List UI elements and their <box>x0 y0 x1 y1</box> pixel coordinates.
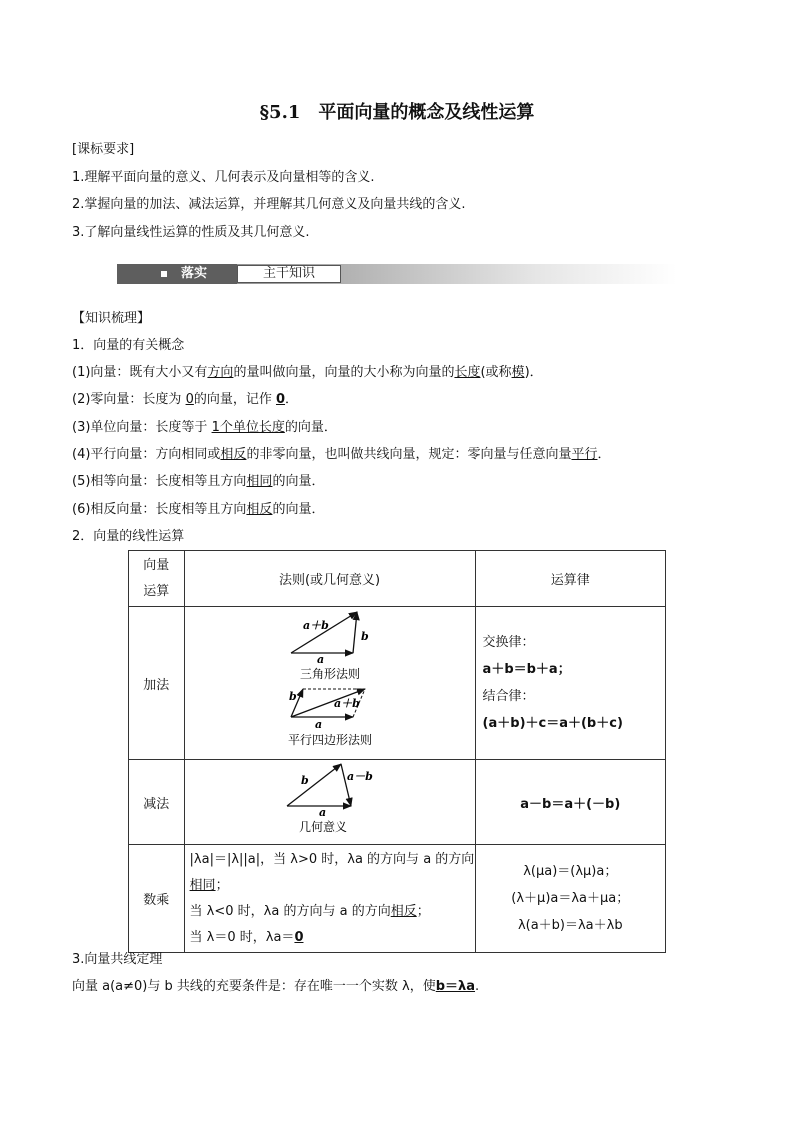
header-op: 向量 运算 <box>129 551 185 607</box>
addition-laws <box>475 607 665 760</box>
banner-right: 主干知识 <box>237 265 341 283</box>
requirement-item: 1.理解平面向量的意义、几何表示及向量相等的含义. <box>72 170 375 185</box>
label-a: a <box>318 806 326 819</box>
law-line: (λ＋μ)a＝λa＋μa； <box>511 891 630 906</box>
scalar-rule <box>184 845 475 953</box>
rule-line: 相同； <box>189 877 229 893</box>
theorem-line: 向量 a(a≠0)与 b 共线的充要条件是：存在唯一一个实数 λ，使b＝λa. <box>72 979 480 994</box>
banner-left-label: 落实 <box>181 266 208 281</box>
label-a: a <box>314 718 322 731</box>
table-row <box>129 607 666 760</box>
banner-left <box>117 264 237 284</box>
subtraction-diagram <box>185 760 475 840</box>
section-heading: 2．向量的线性运算 <box>72 529 185 544</box>
section-banner <box>117 264 677 284</box>
header-rule: 法则(或几何意义) <box>184 551 475 607</box>
label-a-plus-b: a＋b <box>302 619 329 632</box>
figure-caption: 三角形法则 <box>299 667 360 681</box>
label-a-plus-b: a＋b <box>333 697 360 710</box>
vector-b-arrow <box>353 612 357 653</box>
concept-line: (2)零向量：长度为 0的向量，记作 0． <box>72 392 299 407</box>
subtraction-figure <box>184 760 475 845</box>
op-name: 减法 <box>129 760 185 845</box>
addition-diagram <box>185 607 475 755</box>
vector-b-arrow <box>287 764 341 806</box>
op-name: 数乘 <box>129 845 185 953</box>
figure-caption: 平行四边形法则 <box>287 733 372 747</box>
law-line: 交换律： <box>482 635 535 650</box>
figure-caption: 几何意义 <box>298 820 347 834</box>
section-heading: 3.向量共线定理 <box>72 952 163 967</box>
rule-line: 当 λ＝0 时，λa＝0 <box>189 929 304 945</box>
law-line: (a＋b)＋c＝a＋(b＋c) <box>482 716 623 731</box>
concept-line: (5)相等向量：长度相等且方向相同的向量． <box>72 474 325 489</box>
law-line: λ(μa)＝(λμ)a； <box>523 864 618 879</box>
table-row <box>129 845 666 953</box>
linear-operations-table <box>128 550 666 953</box>
label-b: b <box>300 774 309 787</box>
knowledge-heading: 【知识梳理】 <box>72 311 151 326</box>
subtraction-law: a－b＝a＋(－b) <box>475 760 665 845</box>
concept-line: (4)平行向量：方向相同或相反的非零向量，也叫做共线向量，规定：零向量与任意向量平行． <box>72 447 611 462</box>
square-icon <box>161 271 167 277</box>
rule-line: 当 λ<0 时，λa 的方向与 a 的方向相反； <box>189 903 430 919</box>
header-law: 运算律 <box>475 551 665 607</box>
concept-line: (6)相反向量：长度相等且方向相反的向量． <box>72 502 325 517</box>
concept-line: (1)向量：既有大小又有方向的量叫做向量，向量的大小称为向量的长度(或称模)． <box>72 365 543 380</box>
requirements-heading: [课标要求] <box>72 142 135 157</box>
label-b: b <box>288 690 297 703</box>
law-line: a＋b＝b＋a； <box>482 662 571 677</box>
law-line: λ(a＋b)＝λa＋λb <box>517 918 623 933</box>
addition-figures <box>184 607 475 760</box>
table-header-row <box>129 551 666 607</box>
requirement-item: 3.了解向量线性运算的性质及其几何意义. <box>72 225 310 240</box>
label-a: a <box>316 653 324 666</box>
law-line: 结合律： <box>482 689 535 704</box>
op-name: 加法 <box>129 607 185 760</box>
concept-line: (3)单位向量：长度等于 1个单位长度的向量． <box>72 420 337 435</box>
section-heading: 1．向量的有关概念 <box>72 338 185 353</box>
requirement-item: 2.掌握向量的加法、减法运算，并理解其几何意义及向量共线的含义. <box>72 197 466 212</box>
table-row <box>129 760 666 845</box>
page-title: §5.1 平面向量的概念及线性运算 <box>259 102 535 123</box>
rule-line: |λa|＝|λ||a|，当 λ>0 时，λa 的方向与 a 的方向 <box>189 851 475 867</box>
scalar-laws <box>475 845 665 953</box>
label-a-minus-b: a－b <box>346 770 373 783</box>
label-b: b <box>360 630 369 643</box>
